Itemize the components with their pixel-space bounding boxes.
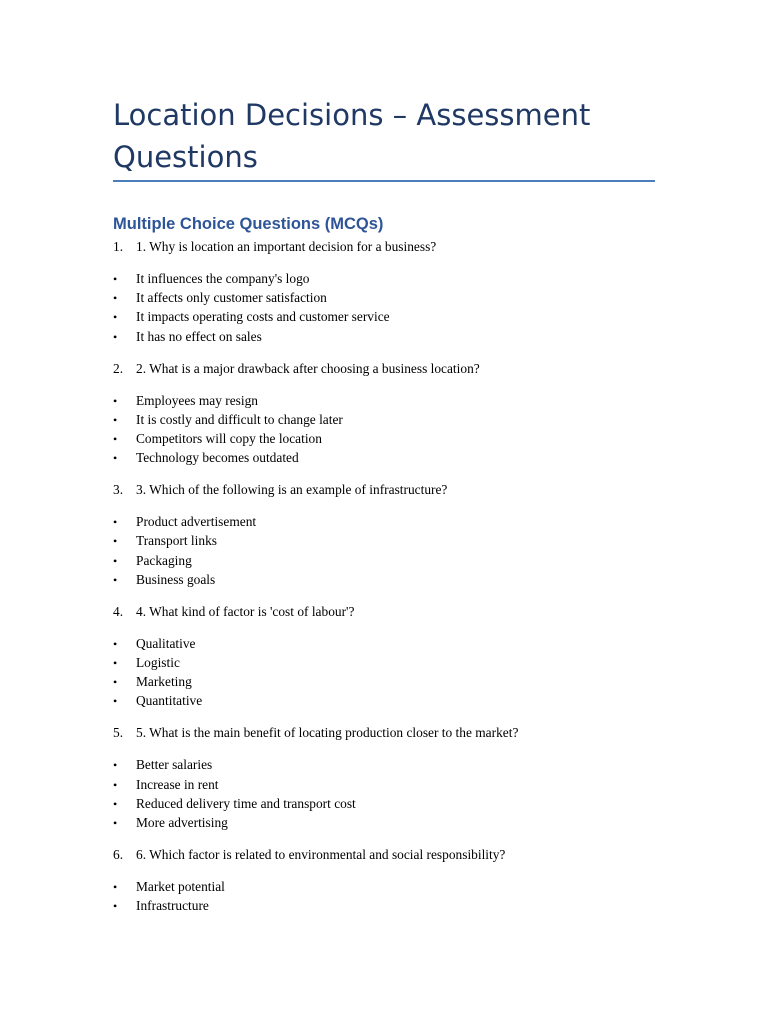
bullet-icon: •: [113, 796, 118, 811]
question-6: [113, 846, 505, 864]
bullet-icon: •: [113, 432, 118, 446]
option-text: More advertising: [136, 815, 228, 830]
bullet-icon: •: [113, 515, 118, 530]
option-text: It influences the company's logo: [136, 271, 310, 286]
answer-option: [113, 289, 327, 307]
option-text: Qualitative: [136, 635, 196, 651]
bullet-icon: •: [113, 777, 118, 792]
answer-option: [113, 897, 209, 915]
answer-option: [113, 513, 256, 531]
bullet-icon: •: [113, 272, 118, 286]
option-text: Product advertisement: [136, 514, 257, 530]
answer-option: [113, 878, 225, 896]
question-text: 6. Which factor is related to environmental and social responsibility?: [136, 847, 506, 862]
question-1: [113, 238, 436, 256]
question-2: [113, 360, 480, 378]
option-text: Packaging: [136, 552, 192, 568]
bullet-icon: •: [113, 329, 118, 344]
option-text: Market potential: [136, 879, 225, 894]
question-5: [113, 724, 518, 742]
answer-option: [113, 430, 322, 448]
answer-option: [113, 411, 343, 429]
title-underline: [113, 180, 655, 182]
question-number: 1.: [113, 239, 124, 254]
answer-option: [113, 673, 192, 691]
answer-option: [113, 270, 309, 288]
bullet-icon: •: [113, 758, 118, 773]
bullet-icon: •: [113, 880, 118, 894]
bullet-icon: •: [113, 675, 118, 690]
bullet-icon: •: [113, 553, 118, 568]
question-number: 6.: [113, 847, 124, 862]
answer-option: [113, 692, 202, 710]
option-text: Reduced delivery time and transport cost: [136, 795, 356, 811]
question-3: [113, 481, 447, 499]
option-text: Transport links: [136, 533, 217, 549]
question-number: 5.: [113, 725, 124, 741]
answer-option: [113, 756, 212, 774]
document-title: Location Decisions – Assessment Questions: [113, 98, 591, 174]
option-text: Technology becomes outdated: [136, 450, 299, 466]
question-text: 2. What is a major drawback after choosing a business location?: [136, 360, 480, 376]
question-text: 1. Why is location an important decision for a business?: [136, 239, 437, 254]
bullet-icon: •: [113, 656, 118, 670]
answer-option: [113, 449, 299, 467]
answer-option: [113, 328, 262, 346]
bullet-icon: •: [113, 534, 118, 549]
answer-option: [113, 392, 258, 410]
question-text: 3. Which of the following is an example of infrastructure?: [136, 482, 448, 498]
option-text: Infrastructure: [136, 898, 209, 914]
answer-option: [113, 654, 180, 672]
option-text: It impacts operating costs and customer service: [136, 309, 390, 325]
bullet-icon: •: [113, 636, 118, 651]
option-text: It affects only customer satisfaction: [136, 290, 327, 306]
question-number: 3.: [113, 482, 124, 498]
bullet-icon: •: [113, 816, 118, 830]
question-text: 4. What kind of factor is 'cost of labour'?: [136, 603, 355, 619]
bullet-icon: •: [113, 393, 118, 408]
answer-option: [113, 552, 192, 570]
answer-option: [113, 635, 196, 653]
section-heading: Multiple Choice Questions (MCQs): [113, 215, 384, 233]
answer-option: [113, 308, 390, 326]
option-text: It is costly and difficult to change later: [136, 411, 343, 427]
bullet-icon: •: [113, 291, 118, 306]
answer-option: [113, 532, 217, 550]
option-text: Employees may resign: [136, 392, 258, 408]
bullet-icon: •: [113, 310, 118, 325]
option-text: Better salaries: [136, 757, 213, 773]
option-text: Business goals: [136, 571, 216, 587]
option-text: Quantitative: [136, 693, 203, 709]
answer-option: [113, 776, 219, 794]
question-text: 5. What is the main benefit of locating production closer to the market?: [136, 725, 519, 741]
option-text: It has no effect on sales: [136, 328, 262, 344]
bullet-icon: •: [113, 572, 118, 587]
bullet-icon: •: [113, 451, 118, 466]
option-text: Logistic: [136, 655, 180, 670]
question-4: [113, 603, 354, 621]
option-text: Marketing: [136, 674, 192, 690]
answer-option: [113, 795, 356, 813]
answer-option: [113, 571, 215, 589]
option-text: Increase in rent: [136, 776, 219, 792]
bullet-icon: •: [113, 412, 118, 427]
question-number: 4.: [113, 603, 124, 619]
bullet-icon: •: [113, 694, 118, 709]
question-number: 2.: [113, 360, 124, 376]
bullet-icon: •: [113, 899, 118, 914]
option-text: Competitors will copy the location: [136, 431, 322, 446]
answer-option: [113, 814, 228, 832]
